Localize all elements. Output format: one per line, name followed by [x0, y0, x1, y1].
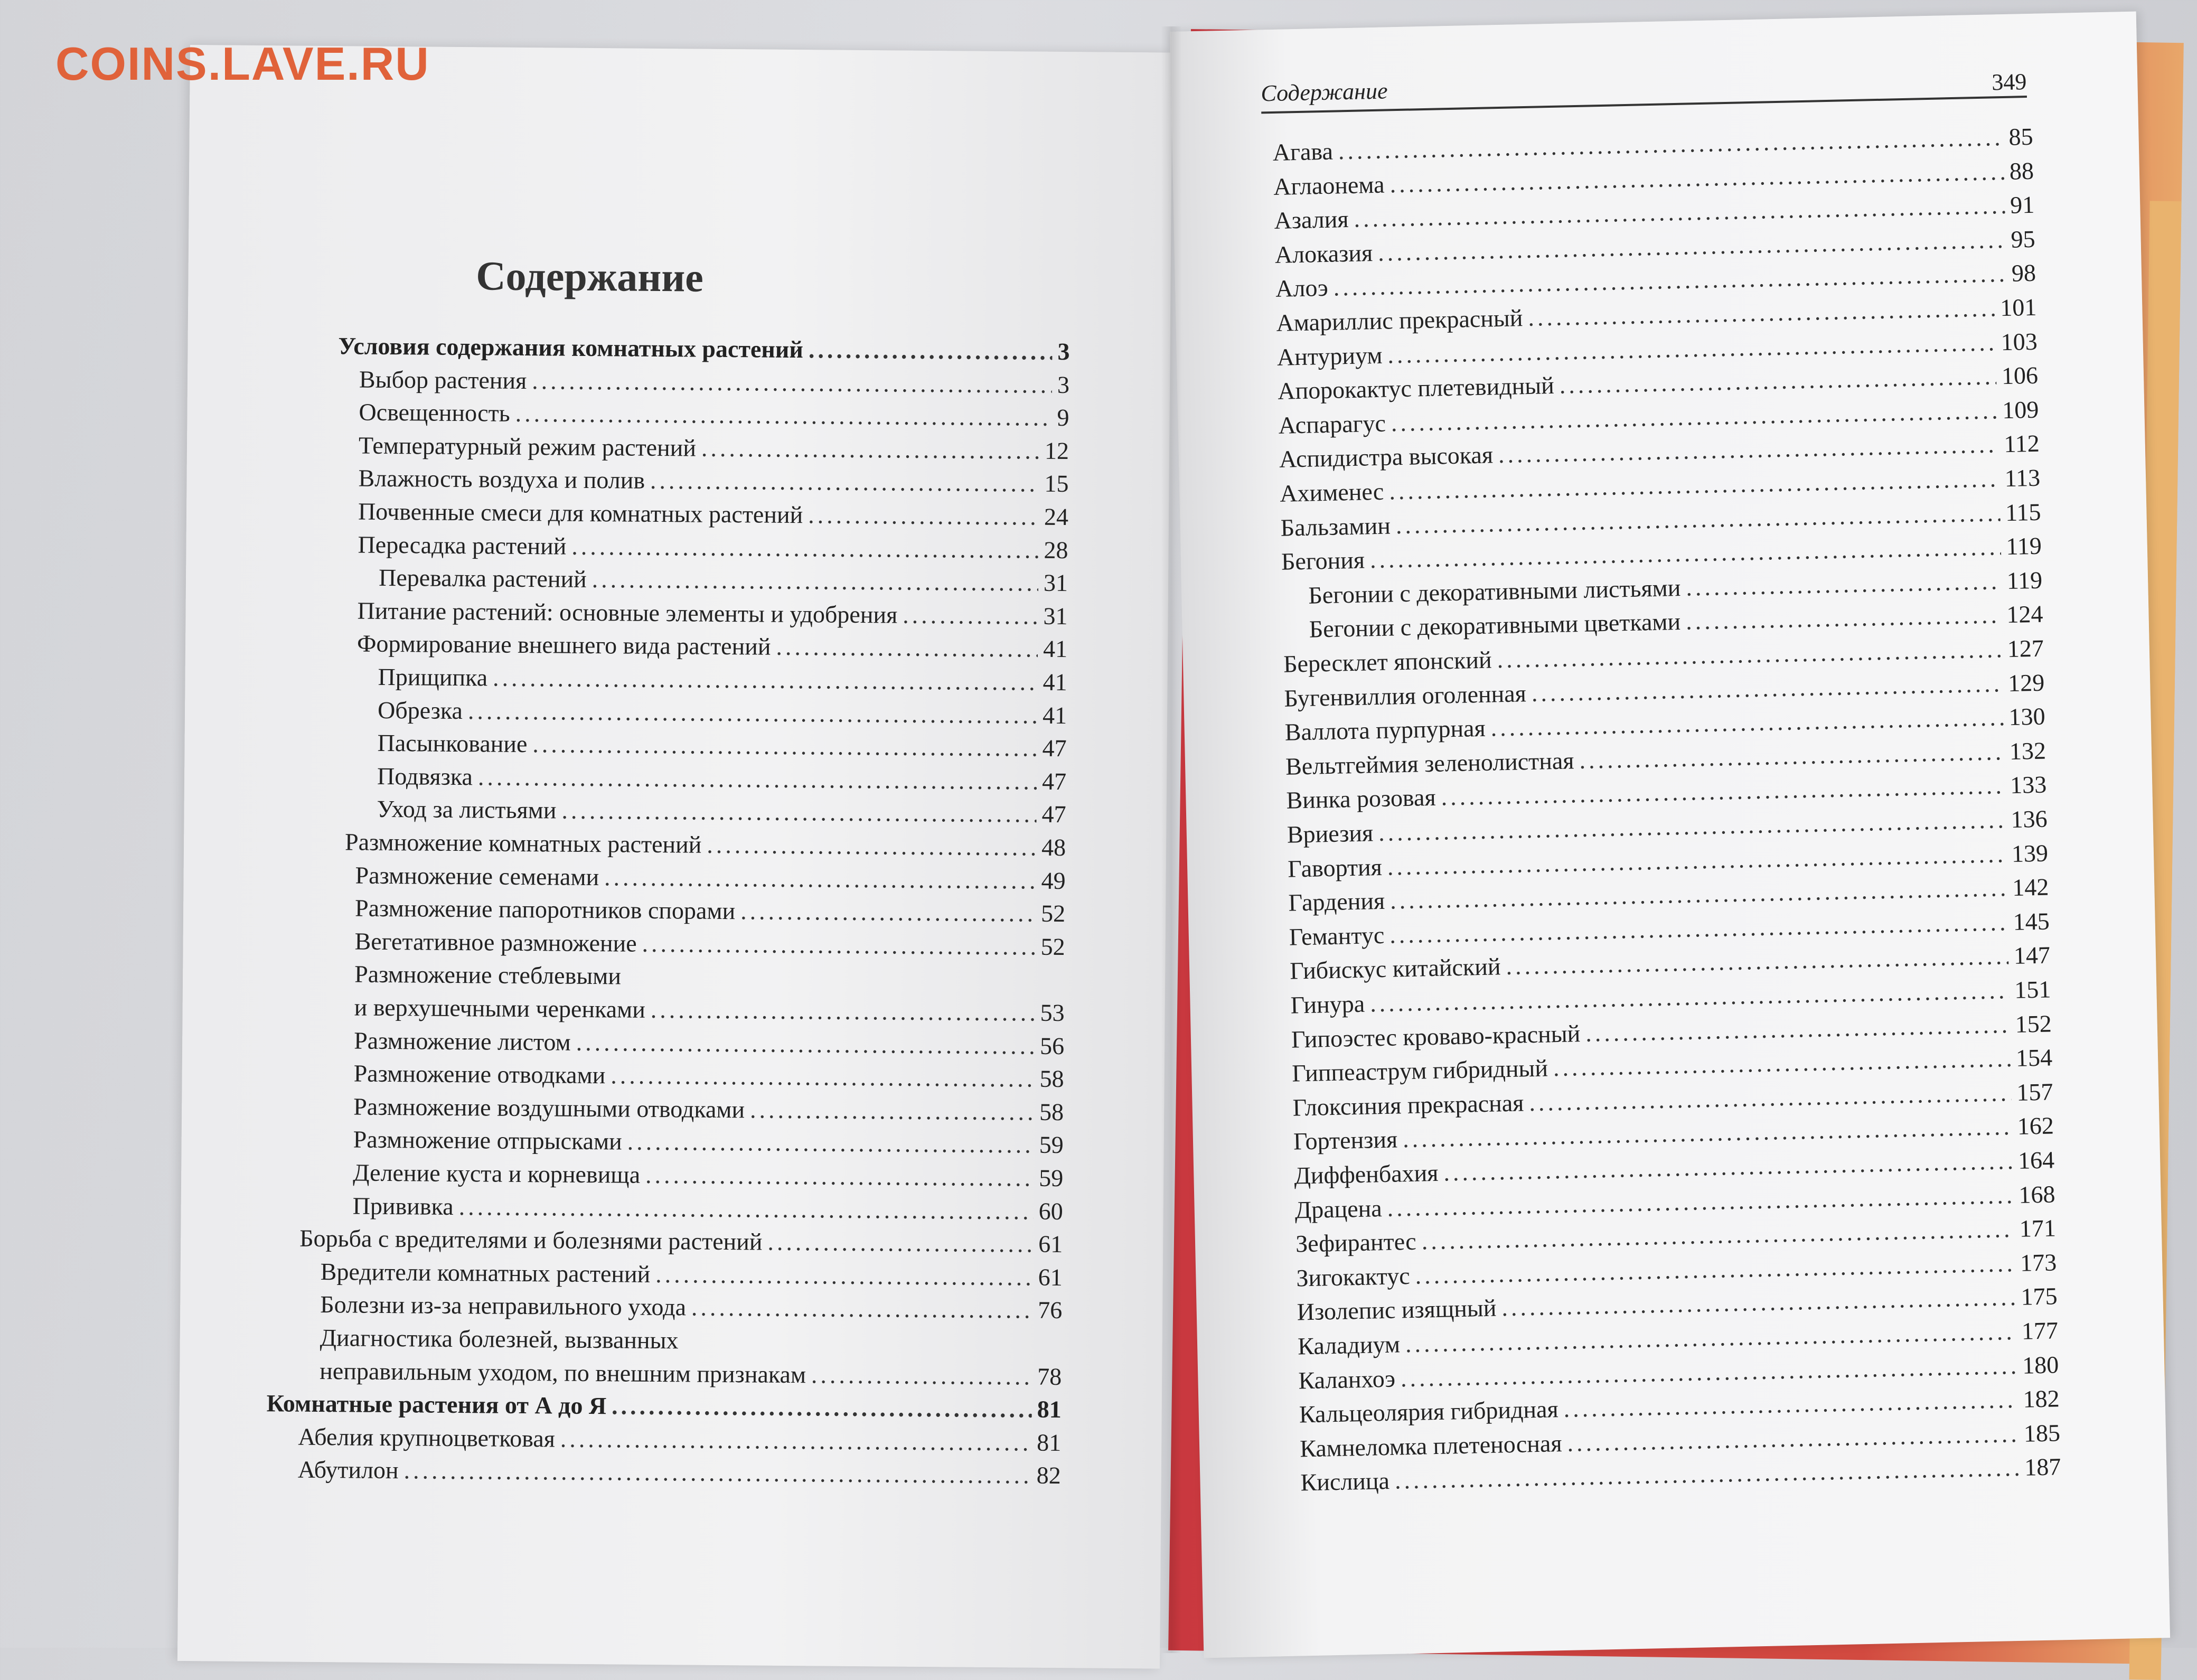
toc-dot-leader [1370, 534, 2001, 572]
page-title: Содержание [475, 252, 704, 301]
toc-dot-leader [1387, 330, 1996, 367]
toc-dot-leader [903, 603, 1038, 628]
toc-entry-title: и верхушечными черенками [354, 993, 646, 1023]
toc-entry-title: Размножение семенами [355, 861, 599, 890]
toc-page-number: 119 [2005, 532, 2042, 560]
toc-page-number: 106 [2001, 361, 2039, 390]
toc-entry-title: Аглаонема [1273, 171, 1385, 200]
toc-page-number: 24 [1044, 503, 1069, 531]
toc-dot-leader [808, 503, 1039, 529]
toc-entry [320, 1292, 1062, 1325]
toc-page-number: 127 [2007, 634, 2044, 663]
toc-page-number: 85 [2008, 123, 2034, 151]
toc-entry [358, 500, 1068, 532]
toc-page-number: 41 [1043, 668, 1067, 696]
toc-dot-leader [1387, 842, 2006, 879]
toc-page-number: 47 [1042, 734, 1067, 762]
toc-page-number: 185 [2023, 1419, 2061, 1447]
toc-dot-leader [468, 699, 1037, 727]
toc-dot-leader [1585, 1012, 2010, 1046]
toc-page-number: 56 [1039, 1032, 1065, 1059]
toc-entry-title: Размножение комнатных растений [344, 828, 702, 858]
toc-dot-leader [1387, 1183, 2014, 1221]
toc-page-number: 60 [1038, 1197, 1063, 1225]
toc-dot-leader [1403, 1114, 2013, 1151]
toc-dot-leader [560, 1426, 1032, 1454]
toc-dot-leader [1567, 1422, 2018, 1456]
toc-entry-title: Почвенные смеси для комнатных растений [358, 498, 803, 529]
toc-entry-title: Размножение отводками [353, 1059, 606, 1089]
toc-entry [378, 665, 1067, 697]
toc-page-number: 147 [2013, 941, 2051, 970]
toc-entry [377, 797, 1066, 829]
toc-entry [379, 566, 1068, 597]
toc-entry-title: Выбор растения [359, 365, 527, 394]
toc-entry [267, 1391, 1062, 1424]
toc-page-number: 53 [1040, 999, 1065, 1027]
toc-page-number: 95 [2011, 225, 2036, 253]
toc-dot-leader [740, 899, 1036, 925]
toc-page-number: 129 [2007, 669, 2045, 697]
toc-entry [358, 466, 1068, 499]
toc-dot-leader [1395, 501, 2000, 538]
toc-dot-leader [612, 1394, 1032, 1422]
toc-entry-title: Гавортия [1287, 853, 1383, 883]
toc-page-number: 133 [2010, 771, 2047, 799]
toc-page-number: 88 [2009, 157, 2034, 185]
toc-dot-leader [1490, 705, 2004, 740]
toc-entry-title: Изолепис изящный [1297, 1294, 1497, 1326]
toc-entry-title: Уход за листьями [377, 795, 557, 824]
toc-dot-leader [1443, 1149, 2013, 1185]
toc-entry [353, 1160, 1063, 1193]
toc-entry-title: Алоэ [1275, 274, 1329, 303]
toc-entry-title: Пересадка растений [358, 531, 567, 560]
toc-dot-leader [691, 1296, 1033, 1322]
toc-entry [377, 731, 1066, 763]
toc-entry-title: Прищипка [378, 663, 488, 691]
toc-dot-leader [532, 732, 1037, 761]
toc-entry-title: Размножение стеблевыми [354, 960, 622, 990]
toc-entry-title: Комнатные растения от А до Я [266, 1390, 607, 1420]
toc-dot-leader [1531, 671, 2003, 706]
toc-page-number: 139 [2011, 839, 2049, 867]
toc-entry [359, 367, 1069, 399]
toc-entry-title: Агава [1272, 137, 1334, 166]
toc-dot-leader [515, 401, 1052, 430]
toc-dot-leader [1394, 1456, 2019, 1493]
toc-dot-leader [1378, 228, 2006, 265]
toc-dot-leader [459, 1195, 1034, 1224]
toc-entry-title: Алоказия [1274, 239, 1373, 268]
toc-entry-title: Условия содержания комнатных растений [338, 332, 804, 363]
toc-dot-leader [645, 1163, 1034, 1190]
toc-page-number: 124 [2006, 600, 2043, 628]
toc-page-number: 157 [2016, 1078, 2053, 1106]
toc-entry [358, 532, 1068, 565]
toc-page-number: 171 [2019, 1214, 2057, 1242]
toc-entry-title: Аспарагус [1278, 409, 1386, 439]
toc-entry-title: Вриезия [1287, 819, 1374, 848]
toc-dot-leader [478, 765, 1037, 793]
toc-entry [320, 1257, 1063, 1292]
toc-entry-title: Борьба с вредителями и болезнями растений [299, 1224, 763, 1255]
toc-entry [345, 830, 1066, 862]
toc-dot-leader [1563, 1387, 2018, 1421]
toc-page-number: 41 [1042, 701, 1067, 729]
toc-page-number: 52 [1040, 899, 1066, 927]
toc-entry-title: Болезни из-за неправильного ухода [320, 1291, 687, 1321]
toc-entry-title: неправильным уходом, по внешним признакам [320, 1357, 806, 1388]
toc-entry [354, 929, 1065, 961]
toc-entry-title: Размножение листом [354, 1027, 571, 1056]
toc-page-number: 31 [1043, 602, 1068, 630]
toc-entry [298, 1458, 1061, 1490]
toc-page-number: 52 [1040, 933, 1065, 960]
toc-dot-leader [1370, 978, 2010, 1016]
toc-page-number: 98 [2011, 259, 2036, 287]
toc-dot-leader [1529, 1081, 2012, 1115]
toc-dot-leader [1506, 944, 2009, 979]
toc-page-number: 61 [1038, 1230, 1063, 1258]
toc-page-number: 145 [2013, 907, 2050, 935]
toc-entry-title: Диагностика болезней, вызванных [320, 1324, 679, 1354]
toc-page-number: 3 [1057, 337, 1070, 365]
toc-page-number: 173 [2020, 1249, 2057, 1277]
toc-entry-title: Размножение воздушными отводками [353, 1093, 745, 1123]
toc-entry-title: Подвязка [377, 762, 473, 791]
toc-entry-title: Глоксиния прекрасная [1292, 1089, 1524, 1121]
toc-entry-title: Формирование внешнего вида растений [356, 630, 771, 661]
toc-dot-leader [776, 635, 1038, 661]
toc-dot-leader [642, 932, 1035, 959]
toc-entry-title: Пасынкование [377, 729, 528, 758]
toc-entry-title: Зефирантес [1295, 1227, 1417, 1257]
toc-entry-title: Гортензия [1293, 1125, 1398, 1155]
toc-entry-title: Температурный режим растений [358, 431, 697, 462]
toc-entry [359, 400, 1069, 433]
toc-entry-title: Абутилон [297, 1456, 399, 1484]
toc-page-number: 180 [2022, 1350, 2059, 1379]
toc-dot-leader [1579, 739, 2004, 773]
toc-page-number: 109 [2002, 396, 2039, 424]
toc-page-number: 136 [2011, 805, 2048, 833]
toc-dot-leader [1400, 1354, 2017, 1391]
toc-entry-title: Валлота пурпурная [1284, 714, 1486, 746]
toc-entry-title: Гемантус [1289, 921, 1385, 951]
toc-dot-leader [403, 1459, 1031, 1488]
toc-dot-leader [701, 436, 1039, 463]
toc-entry [354, 1028, 1064, 1060]
toc-dot-leader [576, 1030, 1035, 1058]
toc-page-number: 119 [2006, 566, 2043, 594]
toc-entry-title: Винка розовая [1285, 784, 1436, 814]
page-number: 349 [1991, 69, 2027, 96]
toc-entry-title: Питание растений: основные элементы и удобрения [357, 597, 898, 628]
toc-entry [353, 1094, 1064, 1127]
toc-entry [357, 598, 1067, 631]
toc-page-number: 47 [1041, 801, 1066, 828]
toc-entry-title: Вельтгеймия зеленолистная [1285, 747, 1574, 780]
toc-dot-leader [1501, 1285, 2016, 1320]
toc-dot-leader [532, 369, 1052, 397]
toc-dot-leader [1338, 125, 2004, 163]
toc-page-number: 162 [2017, 1112, 2054, 1140]
toc-entry-title: Каланхоэ [1298, 1365, 1396, 1394]
toc-entry [354, 995, 1064, 1027]
toc-page-number: 177 [2021, 1317, 2059, 1345]
toc-page-number: 49 [1041, 867, 1066, 894]
toc-dot-leader [493, 666, 1038, 694]
toc-dot-leader [1405, 1319, 2016, 1356]
toc-entry-title: Гардения [1288, 887, 1385, 916]
toc-dot-leader [592, 567, 1039, 595]
toc-entry [1309, 602, 2043, 644]
toc-dot-leader [1528, 296, 1995, 330]
toc-dot-leader [707, 833, 1036, 860]
toc-page-number: 152 [2015, 1010, 2052, 1038]
toc-entry-title: Гинура [1290, 990, 1365, 1019]
toc-dot-leader [767, 1230, 1033, 1256]
running-header-title: Содержание [1260, 78, 1388, 107]
toc-dot-leader [809, 337, 1053, 364]
toc-page-number: 58 [1039, 1065, 1064, 1093]
toc-entry-title: Зигокактус [1295, 1262, 1411, 1292]
toc-entry-title: Кислица [1300, 1467, 1390, 1496]
toc-entry-title: Вредители комнатных растений [320, 1257, 651, 1288]
toc-dot-leader [1389, 159, 2004, 196]
toc-entry-title: Бугенвиллия оголенная [1283, 679, 1527, 712]
toc-entry-title: Бегонии с декоративными листьями [1308, 574, 1681, 609]
toc-page-number: 91 [2010, 191, 2035, 219]
toc-entry [353, 1059, 1064, 1094]
toc-page-number: 81 [1037, 1429, 1062, 1456]
toc-page-number: 130 [2008, 702, 2046, 731]
toc-entry [377, 764, 1066, 796]
toc-entry [355, 863, 1065, 895]
toc-page-number: 175 [2020, 1282, 2058, 1311]
toc-page-number: 59 [1039, 1164, 1064, 1192]
toc-page-number: 48 [1041, 833, 1066, 861]
toc-entry-title: Антуриум [1276, 341, 1383, 371]
toc-dot-leader [1553, 1046, 2011, 1080]
toc-entry-title: Камнеломка плетеносная [1299, 1429, 1562, 1462]
toc-entry-title: Амариллис прекрасный [1276, 304, 1523, 336]
toc-entry [357, 632, 1067, 664]
toc-page-number: 12 [1044, 437, 1069, 464]
toc-dot-leader [750, 1097, 1034, 1124]
toc-entry-title: Гиппеаструм гибридный [1291, 1054, 1548, 1087]
toc-entry-title: Бересклет японский [1283, 646, 1492, 678]
toc-page-number: 82 [1036, 1462, 1061, 1489]
toc-entry-title: Размножение отпрысками [353, 1125, 622, 1155]
toc-entry-title: Прививка [352, 1192, 454, 1220]
right-page [1170, 12, 2170, 1658]
toc-entry [1300, 1455, 2061, 1497]
toc-entry-title: Гибискус китайский [1289, 953, 1501, 985]
toc-entry-title: Размножение папоротников спорами [354, 894, 736, 925]
toc-page-number: 78 [1037, 1363, 1062, 1390]
toc-page-number: 113 [2004, 464, 2041, 492]
toc-entry-title: Ахименес [1279, 477, 1384, 507]
toc-entry [320, 1359, 1062, 1391]
toc-page-number: 58 [1039, 1098, 1064, 1125]
toc-entry [359, 433, 1069, 465]
toc-entry-title: Диффенбахия [1293, 1159, 1439, 1189]
toc-dot-leader [1391, 398, 1997, 435]
watermark-text: COINS.LAVE.RU [55, 37, 430, 90]
toc-page-number: 47 [1041, 767, 1067, 795]
toc-page-number: 154 [2015, 1044, 2053, 1072]
toc-dot-leader [1415, 1251, 2015, 1288]
running-header [1261, 64, 2027, 114]
toc-entry-title: Перевалка растений [378, 564, 587, 593]
toc-entry [338, 334, 1069, 366]
toc-page-number: 132 [2009, 737, 2046, 765]
toc-page-number: 81 [1037, 1395, 1062, 1423]
toc-entry-title: Апорокактус плетевидный [1277, 372, 1555, 405]
toc-page-number: 101 [1999, 293, 2037, 322]
toc-page-number: 164 [2017, 1146, 2055, 1174]
toc-entry-title: Аспидистра высокая [1279, 441, 1494, 473]
toc-page-number: 15 [1044, 470, 1069, 498]
toc-entry [353, 1194, 1063, 1226]
toc-entry-title: Каладиум [1297, 1330, 1401, 1360]
toc-page-number: 9 [1057, 404, 1069, 431]
toc-page-number: 182 [2023, 1385, 2060, 1413]
book-gutter [1161, 26, 1182, 1653]
toc-entry-title: Деление куста и корневища [353, 1159, 641, 1188]
toc-dot-leader [604, 865, 1036, 893]
toc-dot-leader [1441, 774, 2005, 810]
toc-dot-leader [655, 1262, 1033, 1290]
toc-dot-leader [651, 998, 1035, 1025]
toc-dot-leader [627, 1130, 1034, 1157]
toc-entry-title: Бегонии с декоративными цветками [1309, 608, 1681, 643]
toc-entry-title: Кальцеолярия гибридная [1299, 1395, 1559, 1428]
left-page [177, 45, 1172, 1669]
toc-entry [378, 698, 1067, 729]
toc-dot-leader [1389, 910, 2008, 947]
toc-dot-leader [1354, 193, 2005, 231]
toc-entry [299, 1226, 1063, 1259]
toc-dot-leader [1686, 569, 2002, 600]
toc-page-number: 31 [1043, 569, 1068, 597]
toc-page-number: 187 [2024, 1453, 2061, 1481]
toc-entry [1308, 568, 2043, 609]
toc-dot-leader [650, 468, 1039, 496]
toc-entry-title: Вегетативное размножение [354, 927, 637, 957]
toc-page-number: 59 [1039, 1131, 1064, 1159]
toc-entry [353, 1125, 1064, 1160]
toc-dot-leader [1389, 466, 1999, 503]
toc-dot-leader [1390, 876, 2007, 913]
toc-page-number: 168 [2018, 1180, 2055, 1208]
toc-page-number: 41 [1043, 635, 1068, 663]
toc-entry-title: Гипоэстес кроваво-красный [1291, 1019, 1581, 1053]
toc-entry-title: Обрезка [377, 696, 463, 724]
toc-dot-leader [1497, 637, 2002, 672]
toc-entry-title: Абелия крупноцветковая [298, 1423, 556, 1452]
toc-entry [298, 1424, 1061, 1457]
toc-dot-leader [571, 534, 1039, 562]
toc-dot-leader [1559, 364, 1996, 398]
toc-entry-title: Освещенность [359, 398, 510, 427]
toc-entry-title: Бальзамин [1280, 512, 1391, 541]
toc-page-number: 142 [2012, 873, 2049, 902]
toc-page-number: 76 [1038, 1297, 1063, 1324]
toc-entry-title: Влажность воздуха и полив [358, 464, 645, 494]
toc-entry-title: Бегония [1281, 546, 1365, 575]
toc-page-number: 115 [2005, 498, 2041, 526]
toc-dot-leader [611, 1064, 1035, 1091]
toc-page-number: 112 [2003, 430, 2040, 458]
toc-dot-leader [1333, 261, 2006, 300]
toc-entry [354, 962, 1065, 994]
toc-page-number: 28 [1044, 536, 1068, 564]
toc-page-number: 3 [1057, 371, 1070, 398]
toc-dot-leader [1686, 603, 2002, 634]
toc-entry-title: Драцена [1294, 1194, 1383, 1224]
toc-dot-leader [1421, 1217, 2014, 1253]
toc-page-number: 103 [2001, 327, 2038, 355]
toc-entry-title: Азалия [1273, 205, 1349, 234]
toc-page-number: 151 [2014, 975, 2051, 1003]
toc-entry [355, 896, 1065, 928]
toc-dot-leader [1378, 808, 2006, 845]
toc-dot-leader [811, 1363, 1032, 1388]
toc-page-number: 61 [1038, 1263, 1063, 1291]
toc-dot-leader [1498, 433, 1998, 467]
toc-entry [320, 1326, 1062, 1358]
toc-dot-leader [561, 799, 1036, 827]
